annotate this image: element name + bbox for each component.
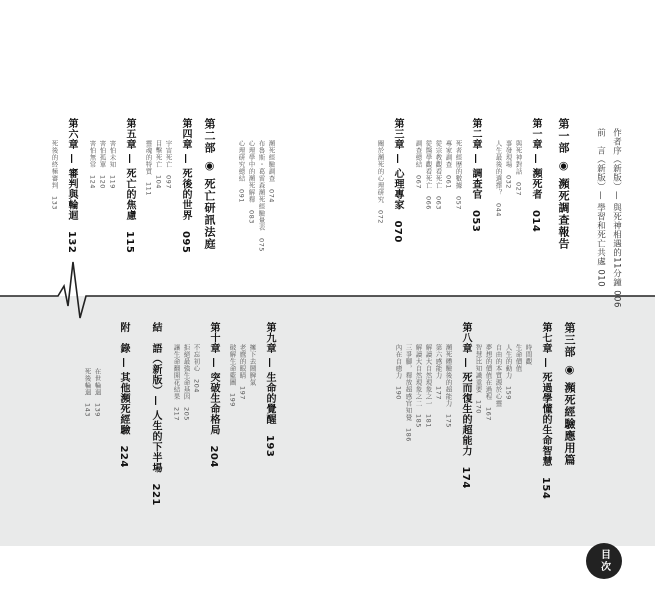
toc-badge-label: 目次 <box>598 549 610 573</box>
chapter-4-item: 心理研究總結 091 <box>237 140 246 203</box>
chapter-10-item: 不忘初心 204 <box>192 344 201 393</box>
chapter-8-item: 內在自癒力 190 <box>394 344 403 400</box>
chapter-9-item: 老鷹的眼睛 197 <box>238 344 247 400</box>
chapter-1-item: 事發現場 032 <box>504 140 513 189</box>
chapter-4-item: 瀕死經驗調查 074 <box>267 140 276 203</box>
chapter-1-item: 人生最後的選擇？ 044 <box>494 140 503 217</box>
chapter-6-item: 死後的終極審判 133 <box>50 140 59 210</box>
preface-entry: 作者序（新版）— 與死神相遇的11分鐘 006 <box>611 128 622 308</box>
chapter-2-item: 專家調查 061 <box>444 140 453 189</box>
foreword-entry: 前 言（新版）— 學習和死亡共處 010 <box>595 128 606 288</box>
chapter-5-item: 害怕無常 124 <box>88 140 97 189</box>
part-one-title: 第一部 ◉ 瀕死調查報告 <box>557 118 570 250</box>
chapter-7-item: 夢想的價值在過程 167 <box>484 344 493 421</box>
chapter-8-item: 第六感能力 177 <box>434 344 443 400</box>
toc-badge <box>586 543 622 579</box>
chapter-3-item: 關於瀕死的心理研究 072 <box>376 140 385 224</box>
chapter-5: 第五章 — 死亡的焦慮 115 <box>124 118 135 254</box>
chapter-10-item: 拒絕最強生命基因 205 <box>182 344 191 421</box>
chapter-7-item: 人生的動力 159 <box>504 344 513 400</box>
chapter-4-item: 宇宙死亡 097 <box>164 140 173 189</box>
chapter-8-item: 解讀大自然現象之二 185 <box>414 344 423 428</box>
chapter-2-item: 死者經歷的數據 057 <box>454 140 463 210</box>
epilogue: 結 語（新版）— 人生的下半場 221 <box>150 322 161 506</box>
chapter-2: 第二章 — 調查官 053 <box>470 118 481 233</box>
chapter-5-item: 害怕未知 119 <box>108 140 117 189</box>
extra-item: 死後輪迴 143 <box>83 368 92 417</box>
chapter-7-item: 智慧比知識重要 170 <box>474 344 483 414</box>
chapter-2-item: 從宗教觀看死亡 063 <box>434 140 443 210</box>
chapter-8-item: 解讀大自然現象之一 181 <box>424 344 433 428</box>
chapter-7-item: 生命價值 <box>514 344 523 372</box>
part-two-title: 第二部 ◉ 死亡研訊法庭 <box>203 118 216 250</box>
chapter-6: 第六章 — 審判與輪迴 132 <box>66 118 77 254</box>
chapter-8: 第八章 — 死而復生的超能力 174 <box>460 322 471 489</box>
chapter-8-item: 三爭腳，釋放超感官知覺 186 <box>404 344 413 442</box>
chapter-4-item: 靈魂的特質 111 <box>144 140 153 196</box>
chapter-4-item: 目擊死亡 104 <box>154 140 163 189</box>
chapter-9: 第九章 — 生命的覺醒 193 <box>264 322 275 458</box>
chapter-2-item: 調查總結 067 <box>414 140 423 189</box>
chapter-2-item: 從醫學觀看死亡 066 <box>424 140 433 210</box>
chapter-10-item: 讓生命翻開花結果 217 <box>172 344 181 421</box>
chapter-8-item: 瀕死體驗後的超能力 175 <box>444 344 453 428</box>
chapter-3: 第三章 — 心理專家 070 <box>392 118 403 243</box>
chapter-1-item: 與死神對話 027 <box>514 140 523 196</box>
chapter-9-item: 破解生命藍圖 199 <box>228 344 237 407</box>
chapter-4: 第四章 — 死後的世界 095 <box>180 118 191 254</box>
chapter-7-item: 自由的本質源於心靈 <box>494 344 503 407</box>
chapter-7-item: 時間觀 <box>524 344 533 365</box>
chapter-4-item: 布魯斯・葛雷森瀕死經驗量表 075 <box>257 140 266 252</box>
extra-item: 在世輪迴 139 <box>93 368 102 417</box>
chapter-7: 第七章 — 死過學懂的生命智慧 154 <box>540 322 551 500</box>
chapter-4-item: 心理學中的瀕死解釋 083 <box>247 140 256 224</box>
part-three-title: 第三部 ◉ 瀕死經驗應用篇 <box>563 322 576 466</box>
appendix: 附 錄 — 其他瀕死經驗 224 <box>118 322 129 468</box>
chapter-5-item: 害怕孤單 120 <box>98 140 107 189</box>
chapter-10: 第十章 — 突破生命格局 204 <box>208 322 219 468</box>
chapter-9-item: 擁下去鬧脾氣 <box>248 344 257 386</box>
chapter-1: 第一章 — 瀕死者 014 <box>530 118 541 233</box>
